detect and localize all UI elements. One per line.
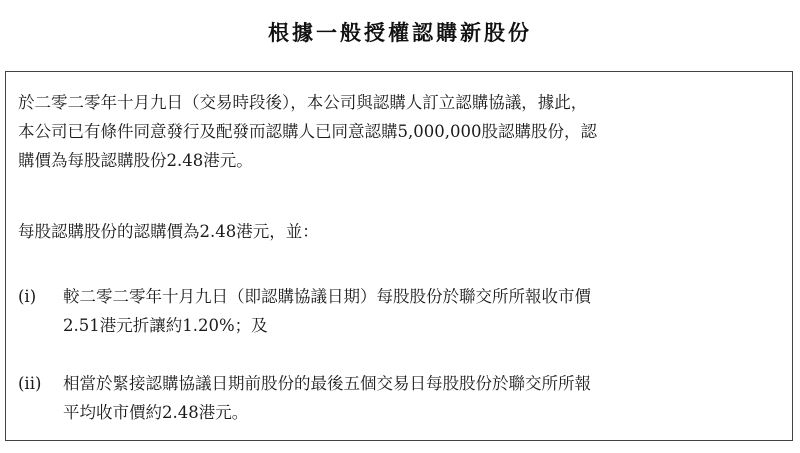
list-item-line: 2.51港元折讓約1.20%；及 <box>63 316 268 335</box>
list-item-line: 平均收市價約2.48港元。 <box>63 403 249 422</box>
list-item-line: 相當於緊接認購協議日期前股份的最後五個交易日每股股份於聯交所所報 <box>63 374 591 393</box>
paragraph-line: 本公司已有條件同意發行及配發而認購人已同意認購5,000,000股認購股份，認 <box>18 122 597 141</box>
paragraph-subscription-price <box>18 217 788 246</box>
paragraph-line: 購價為每股認購股份2.48港元。 <box>18 151 253 170</box>
list-item-number: (i) <box>18 287 37 306</box>
paragraph-subscription-agreement <box>18 88 788 175</box>
paragraph-line: 於二零二零年十月九日（交易時段後），本公司與認購人訂立認購協議，據此， <box>18 93 588 112</box>
list-item-line: 較二零二零年十月九日（即認購協議日期）每股股份於聯交所所報收市價 <box>63 287 591 306</box>
list-item-number: (ii) <box>18 374 42 393</box>
document-title: 根據一般授權認購新股份 <box>268 20 532 45</box>
paragraph-line: 每股認購股份的認購價為2.48港元，並： <box>18 222 319 241</box>
list-item-body <box>63 369 793 427</box>
list-item-body <box>63 282 793 340</box>
